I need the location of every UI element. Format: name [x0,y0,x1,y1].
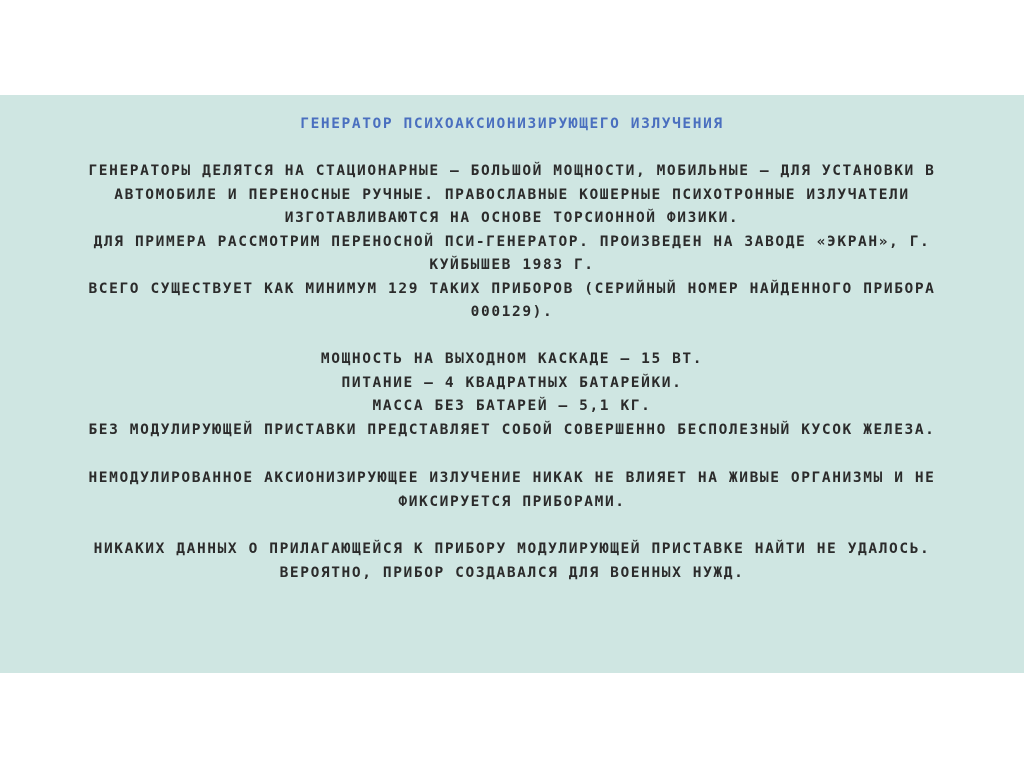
text-line: НЕМОДУЛИРОВАННОЕ АКСИОНИЗИРУЮЩЕЕ ИЗЛУЧЕНИЕ НИКАК НЕ ВЛИЯЕТ НА ЖИВЫЕ ОРГАНИЗМЫ И НЕ [88,470,936,486]
text-line: БЕЗ МОДУЛИРУЮЩЕЙ ПРИСТАВКИ ПРЕДСТАВЛЯЕТ СОБОЙ СОВЕРШЕННО БЕСПОЛЕЗНЫЙ КУСОК ЖЕЛЕЗА. [88,421,936,438]
text-line: 000129). [470,304,554,320]
text-line: АВТОМОБИЛЕ И ПЕРЕНОСНЫЕ РУЧНЫЕ. ПРАВОСЛАВНЫЕ КОШЕРНЫЕ ПСИХОТРОННЫЕ ИЗЛУЧАТЕЛИ [114,186,910,203]
text-line: КУЙБЫШЕВ 1983 Г. [429,257,595,273]
text-line: ВСЕГО СУЩЕСТВУЕТ КАК МИНИМУМ 129 ТАКИХ ПРИБОРОВ (СЕРИЙНЫЙ НОМЕР НАЙДЕННОГО ПРИБОРА [88,280,936,297]
text-line: МОЩНОСТЬ НА ВЫХОДНОМ КАСКАДЕ – 15 ВТ. [320,351,704,367]
text-line: ФИКСИРУЕТСЯ ПРИБОРАМИ. [398,493,626,510]
paragraph-unmodulated [30,467,994,514]
slide-title: ГЕНЕРАТОР ПСИХОАКСИОНИЗИРУЮЩЕГО ИЗЛУЧЕНИЯ [300,116,724,132]
text-line: ГЕНЕРАТОРЫ ДЕЛЯТСЯ НА СТАЦИОНАРНЫЕ – БОЛЬШОЙ МОЩНОСТИ, МОБИЛЬНЫЕ – ДЛЯ УСТАНОВКИ В [88,163,936,179]
text-line: ИЗГОТАВЛИВАЮТСЯ НА ОСНОВЕ ТОРСИОННОЙ ФИЗИКИ. [284,210,740,226]
paragraph-specs [30,348,994,442]
paragraph-generators [30,160,994,325]
text-line: НИКАКИХ ДАННЫХ О ПРИЛАГАЮЩЕЙСЯ К ПРИБОРУ МОДУЛИРУЮЩЕЙ ПРИСТАВКЕ НАЙТИ НЕ УДАЛОСЬ. [93,541,931,557]
text-line: МАССА БЕЗ БАТАРЕЙ – 5,1 КГ. [372,398,652,414]
paragraph-no-data [30,538,994,585]
text-line: ВЕРОЯТНО, ПРИБОР СОЗДАВАЛСЯ ДЛЯ ВОЕННЫХ НУЖД. [279,564,745,581]
text-line: ДЛЯ ПРИМЕРА РАССМОТРИМ ПЕРЕНОСНОЙ ПСИ-ГЕНЕРАТОР. ПРОИЗВЕДЕН НА ЗАВОДЕ «ЭКРАН», Г. [93,233,931,250]
text-line: ПИТАНИЕ – 4 КВАДРАТНЫХ БАТАРЕЙКИ. [341,374,683,391]
slide [0,95,1024,673]
